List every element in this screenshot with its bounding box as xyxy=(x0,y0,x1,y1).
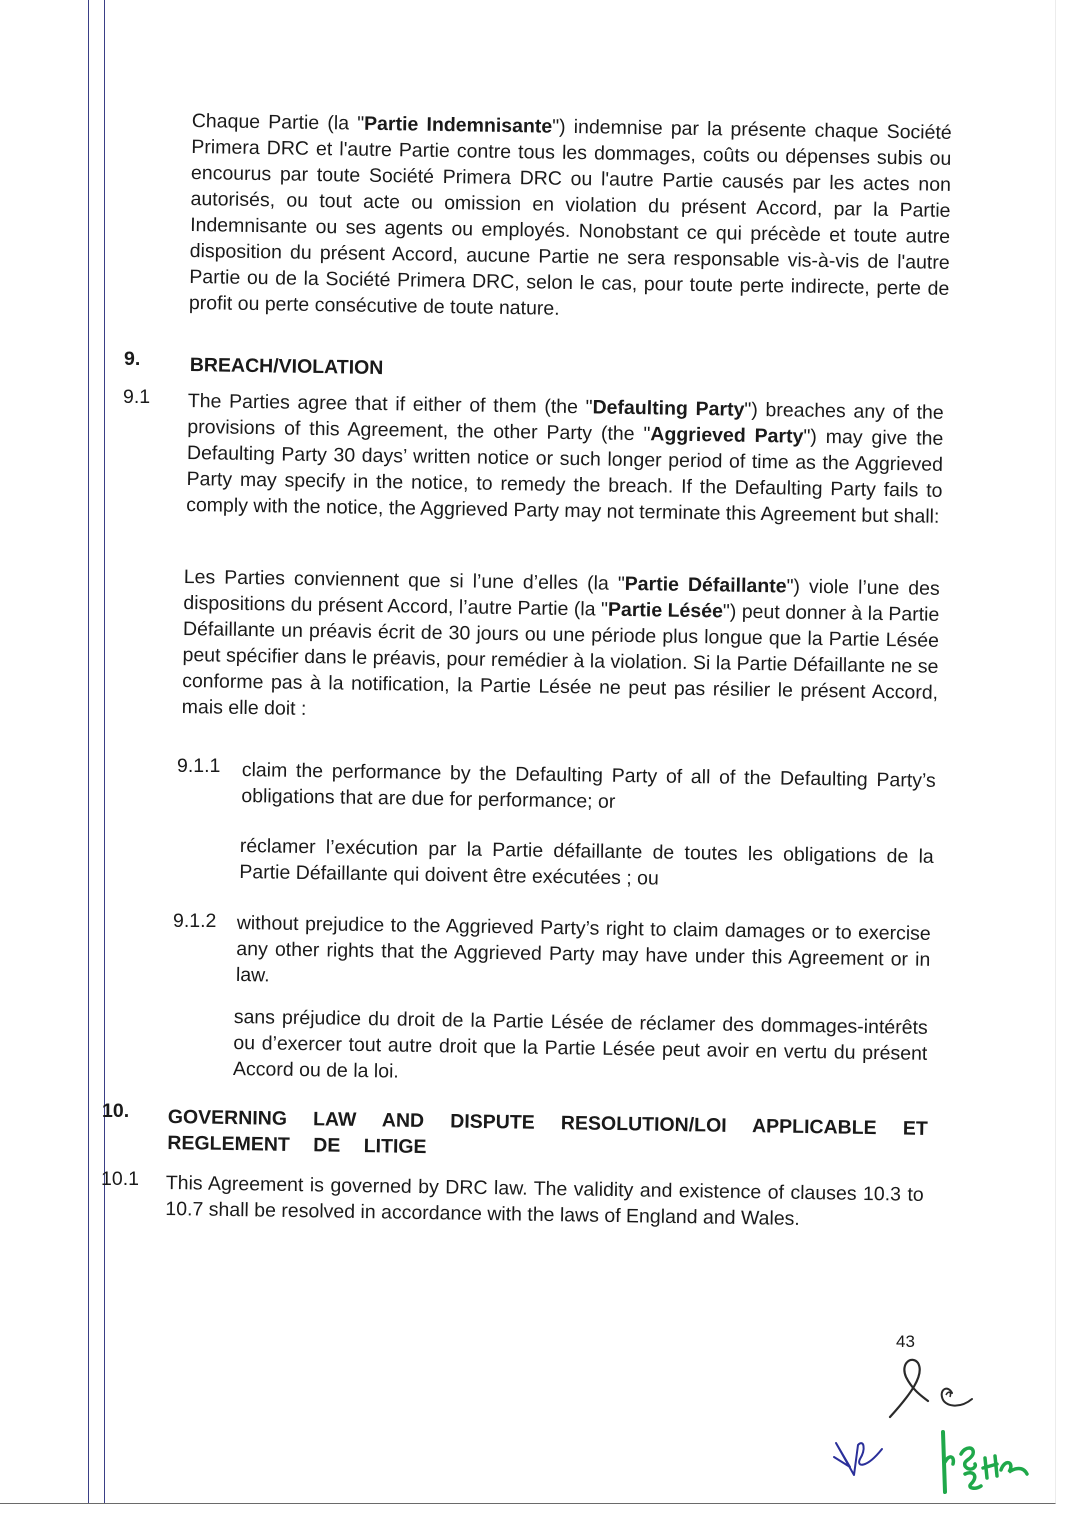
indemnity-paragraph-fr: Chaque Partie (la "Partie Indemnisante") indemnise par la présente chaque Société Primera DRC et l'autre Partie contre tous les dommages, coûts ou dépenses subis ou encourus par toute Société Primera DRC ou l'autre Partie causés par les actes non autorisés, ou tout acte ou omission en violation du présent Accord, par la Partie Indemnisante ou ses agents ou employés. Nonobstant ce qui précède et toute autre disposition du présent Accord, aucune Partie ne sera responsable vis-à-vis de l'autre Partie ou de la Société Primera DRC, selon le cas, pour toute perte indirecte, perte de profit ou perte consécutive de toute nature. xyxy=(188,109,952,320)
initials-signature-black-icon xyxy=(880,1355,1000,1435)
defined-term: Partie Indemnisante xyxy=(363,112,553,138)
initials-signature-green-icon xyxy=(935,1428,1035,1498)
clause-9-1-1-number: 9.1.1 xyxy=(177,755,221,777)
section-9-title: BREACH/VIOLATION xyxy=(189,353,384,380)
initials-signature-blue-icon xyxy=(830,1435,890,1485)
page-number: 43 xyxy=(896,1332,915,1351)
clause-9-1-1-en: claim the performance by the Defaulting Party of all of the Defaulting Party’s obligations that are due for performance; or xyxy=(241,758,936,813)
clause-10-1-number: 10.1 xyxy=(101,1168,139,1190)
section-9-number: 9. xyxy=(124,348,141,370)
clause-9-1-2-en: without prejudice to the Aggrieved Party’s right to claim damages or to exercise any other rights that the Aggrieved Party may have under this Agreement or in law. xyxy=(235,911,931,987)
clause-10-1-en: This Agreement is governed by DRC law. The validity and existence of clauses 10.3 to 10.7 shall be resolved in accordance with the laws of England and Wales. xyxy=(165,1171,924,1230)
clause-9-1-2-number: 9.1.2 xyxy=(173,910,217,932)
clause-9-1-number: 9.1 xyxy=(123,386,151,408)
clause-9-1-2-fr: sans préjudice du droit de la Partie Lésée de réclamer des dommages-intérêts ou d’exercer tout autre droit que la Partie Lésée peut avoir en vertu du présent Accord ou de la loi. xyxy=(232,1005,928,1083)
clause-9-1-1-fr: réclamer l’exécution par la Partie défaillante de toutes les obligations de la Partie Défaillante qui doivent être exécutées ; ou xyxy=(239,834,934,890)
section-10-number: 10. xyxy=(102,1100,130,1122)
section-10-title: GOVERNING LAW AND DISPUTE RESOLUTION/LOI APPLICABLE ET REGLEMENT DE LITIGE xyxy=(167,1105,928,1159)
clause-9-1-en: The Parties agree that if either of them (the "Defaulting Party") breaches any of the provisions of this Agreement, the other Party (the "Aggrieved Party") may give the Defaulting Party 30 days’ written notice or such longer period of time as the Aggrieved Party may specify in the notice, to remedy the breach. If the Defaulting Party fails to comply with the notice, the Aggrieved Party may not terminate this Agreement but shall: xyxy=(185,389,944,528)
margin-line-right xyxy=(104,0,105,1503)
margin-line-left xyxy=(88,0,89,1503)
clause-9-1-fr: Les Parties conviennent que si l’une d’elles (la "Partie Défaillante") viole l’une des dispositions du présent Accord, l’autre Partie (la "Partie Lésée") peut donner à la Partie Défaillante un préavis écrit de 30 jours ou une période plus longue que la Partie Lésée peut spécifier dans le préavis, pour remédier à la violation. Si la Partie Défaillante ne se conforme pas à la notification, la Partie Lésée ne peut pas résilier le présent Accord, mais elle doit : xyxy=(181,565,940,720)
